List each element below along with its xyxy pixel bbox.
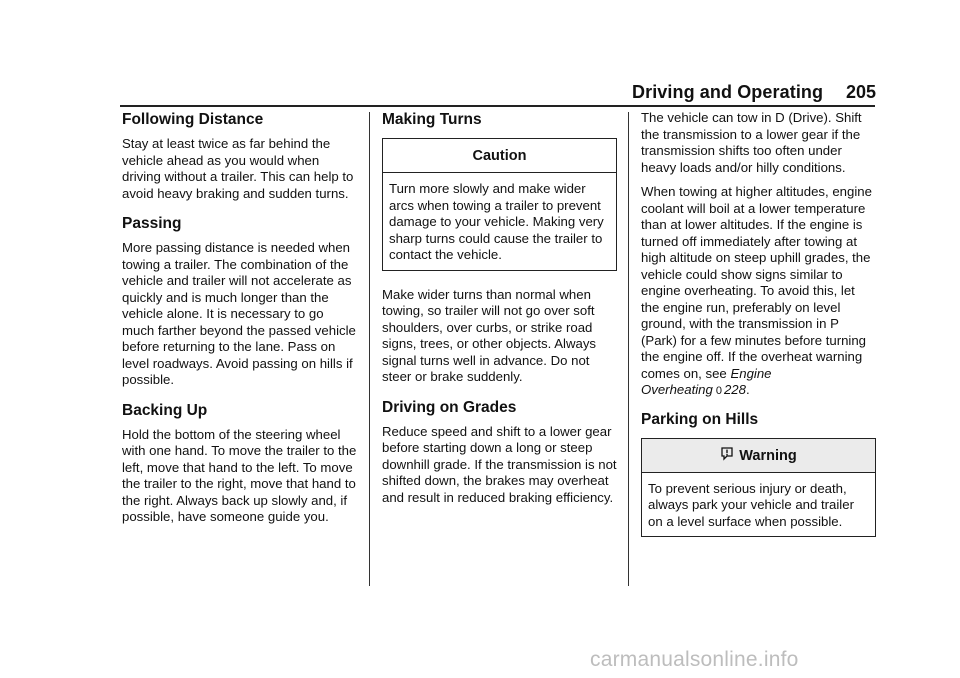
column-divider-2 — [628, 112, 629, 586]
warning-title: Warning — [739, 447, 797, 464]
caution-title: Caution — [383, 139, 616, 173]
driving-on-grades-text: Reduce speed and shift to a lower gear before starting down a long or steep downhill grade. If the transmission is not shifted down, the brakes may overheat and result in reduced braking efficiency. — [382, 423, 617, 505]
column-3 — [641, 110, 876, 537]
passing-heading: Passing — [122, 215, 182, 232]
warning-header — [642, 439, 875, 473]
page-number: 205 — [846, 82, 877, 102]
passing-text: More passing distance is needed when towing a trailer. The combination of the vehicle and trailer will not accelerate as quickly and is much longer than the vehicle alone. It is necessary to go much farther beyond the passed vehicle before returning to the lane. Pass on level roadways. Avoid passing on hills if possible. — [122, 240, 356, 387]
backing-up-text: Hold the bottom of the steering wheel with one hand. To move the trailer to the left, move that hand to the left. To move the trailer to the right, move that hand to the right. Always back up slowly and, if possible, have someone guide you. — [122, 426, 357, 524]
warning-icon — [720, 440, 734, 474]
column-divider-1 — [369, 112, 370, 586]
backing-up-heading: Backing Up — [122, 401, 208, 419]
warning-text: To prevent serious injury or death, always park your vehicle and trailer on a level surface when possible. — [648, 480, 854, 529]
making-turns-text: Make wider turns than normal when towing, so trailer will not go over soft shoulders, over curbs, or strike road signs, trees, or other objects. Always signal turns well in advance. Do not steer or brake suddenly. — [382, 286, 597, 384]
caution-box — [382, 138, 617, 271]
parking-on-hills-heading: Parking on Hills — [641, 410, 759, 428]
warning-box — [641, 438, 876, 538]
altitude-text-body: When towing at higher altitudes, engine coolant will boil at a lower temperature than at lower altitudes. If the engine is turned off immediately after towing at high altitude on steep uphill grades, the vehicle could show signs similar to engine overheating. To avoid this, let the engine run, preferably on level ground, with the transmission in P (Park) for a few minutes before turning the engine off. If the overheat warning comes on, see — [641, 184, 872, 381]
section-title: Driving and Operating — [632, 82, 824, 102]
following-distance-heading: Following Distance — [122, 111, 264, 128]
sentence-end: . — [745, 382, 750, 397]
caution-text: Turn more slowly and make wider arcs when towing a trailer to prevent damage to your vehicle. Making very sharp turns could cause the trailer to contact the vehicle. — [389, 181, 604, 262]
driving-on-grades-heading: Driving on Grades — [382, 398, 517, 416]
altitude-text — [641, 184, 876, 400]
column-2 — [382, 110, 617, 506]
engine-overheating-link[interactable]: Engine Overheating — [641, 365, 772, 397]
watermark: carmanualsonline.info — [590, 648, 799, 671]
tow-drive-text: The vehicle can tow in D (Drive). Shift the transmission to a lower gear if the transmission shifts too often under heavy loads and/or hilly conditions. — [641, 110, 862, 175]
following-distance-text: Stay at least twice as far behind the vehicle ahead as you would when driving without a trailer. This can help to avoid heavy braking and sudden turns. — [122, 136, 354, 201]
header-divider — [120, 105, 875, 107]
making-turns-heading: Making Turns — [382, 111, 482, 128]
engine-overheating-page[interactable]: 228 — [723, 382, 746, 397]
column-1 — [122, 110, 357, 526]
page-ref-arrow-icon: 0 — [715, 385, 722, 397]
